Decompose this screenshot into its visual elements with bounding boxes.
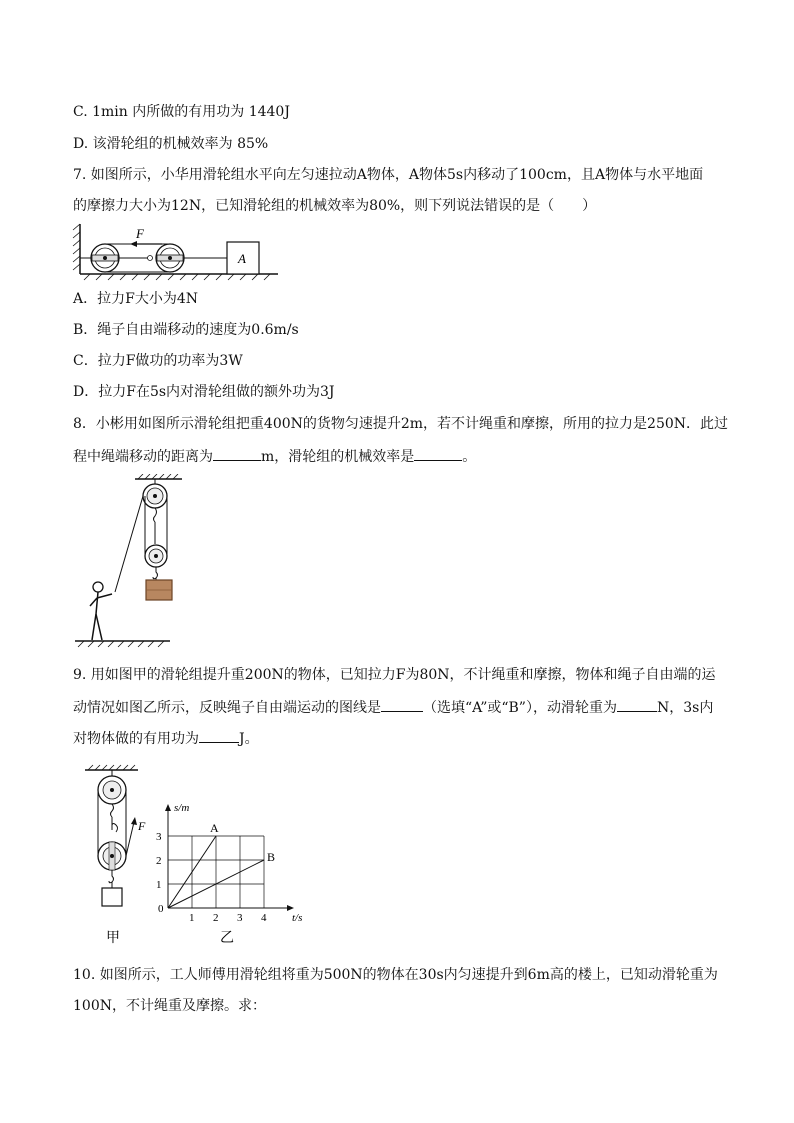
answer-blank-pulley-weight[interactable] xyxy=(617,697,657,712)
y-tick-label: 1 xyxy=(156,879,162,891)
x-tick-label: 4 xyxy=(261,912,267,924)
option-d-q7: D．拉力F在5s内对滑轮组做的额外功为3J xyxy=(73,384,335,400)
caption-jia: 甲 xyxy=(106,931,120,946)
answer-blank-distance[interactable] xyxy=(213,446,261,461)
figure-8-pulley-person xyxy=(70,474,210,649)
load-box xyxy=(102,888,122,906)
q9-text-3: N，3s内 xyxy=(656,700,714,716)
question-8-line-1: 8．小彬用如图所示滑轮组把重400N的货物匀速提升2m，若不计绳重和摩擦，所用的拉力是250N．此过 xyxy=(73,416,729,432)
question-8-line-2 xyxy=(73,446,476,466)
figure-9-pulley-jia xyxy=(80,764,160,949)
answer-blank-useful-work[interactable] xyxy=(199,728,239,743)
q8-text-3: 。 xyxy=(462,449,477,465)
q8-text-2: m，滑轮组的机械效率是 xyxy=(261,449,415,465)
force-label-f-9: F xyxy=(138,819,146,833)
option-b-q7: B．绳子自由端移动的速度为0.6m/s xyxy=(73,322,299,338)
y-tick-label: 2 xyxy=(156,855,162,867)
q9-text-1: 动情况如图乙所示，反映绳子自由端运动的图线是 xyxy=(73,700,381,716)
question-10-line-2: 100N，不计绳重及摩擦。求： xyxy=(73,998,266,1014)
force-label-f: F xyxy=(136,226,144,241)
question-9-line-3 xyxy=(73,728,259,748)
series-label-a: A xyxy=(210,821,219,835)
question-7-line-2: 的摩擦力大小为12N，已知滑轮组的机械效率为80%，则下列说法错误的是（ ） xyxy=(73,198,597,214)
x-tick-label: 2 xyxy=(213,912,219,924)
y-axis-arrow xyxy=(165,804,171,811)
q9-text-2: （选填“A”或“B”），动滑轮重为 xyxy=(423,700,617,716)
option-c-q7: C．拉力F做功的功率为3W xyxy=(73,353,243,369)
x-axis-label: t/s xyxy=(292,912,303,924)
option-c-q6: C. 1min 内所做的有用功为 1440J xyxy=(73,104,290,120)
x-tick-label: 1 xyxy=(189,912,195,924)
caption-yi: 乙 xyxy=(220,931,234,946)
y-tick-label: 3 xyxy=(156,831,162,843)
q8-text-1: 程中绳端移动的距离为 xyxy=(73,449,213,465)
option-d-q6: D. 该滑轮组的机械效率为 85% xyxy=(73,136,269,152)
x-tick-label: 3 xyxy=(237,912,243,924)
q9-text-4: 对物体做的有用功为 xyxy=(73,731,199,747)
answer-blank-line[interactable] xyxy=(381,697,423,712)
origin-label: 0 xyxy=(158,903,164,915)
y-axis-label: s/m xyxy=(174,802,190,814)
x-axis-arrow xyxy=(287,905,294,911)
option-a-q7: A．拉力F大小为4N xyxy=(73,291,198,307)
q9-text-5: J。 xyxy=(239,731,259,747)
figure-7-pulley-horizontal xyxy=(70,222,285,282)
question-9-line-1: 9. 用如图甲的滑轮组提升重200N的物体，已知拉力F为80N，不计绳重和摩擦，物体和绳子自由端的运 xyxy=(73,667,716,683)
figure-9-st-graph xyxy=(150,796,315,948)
series-label-b: B xyxy=(267,850,276,864)
answer-blank-efficiency[interactable] xyxy=(414,446,462,461)
question-10-line-1: 10. 如图所示，工人师傅用滑轮组将重为500N的物体在30s内匀速提升到6m高的楼上，已知动滑轮重为 xyxy=(73,967,718,983)
question-9-line-2 xyxy=(73,697,713,717)
block-a-label: A xyxy=(238,251,246,266)
question-7-line-1: 7. 如图所示，小华用滑轮组水平向左匀速拉动A物体，A物体5s内移动了100cm，且A物体与水平地面 xyxy=(73,167,704,183)
